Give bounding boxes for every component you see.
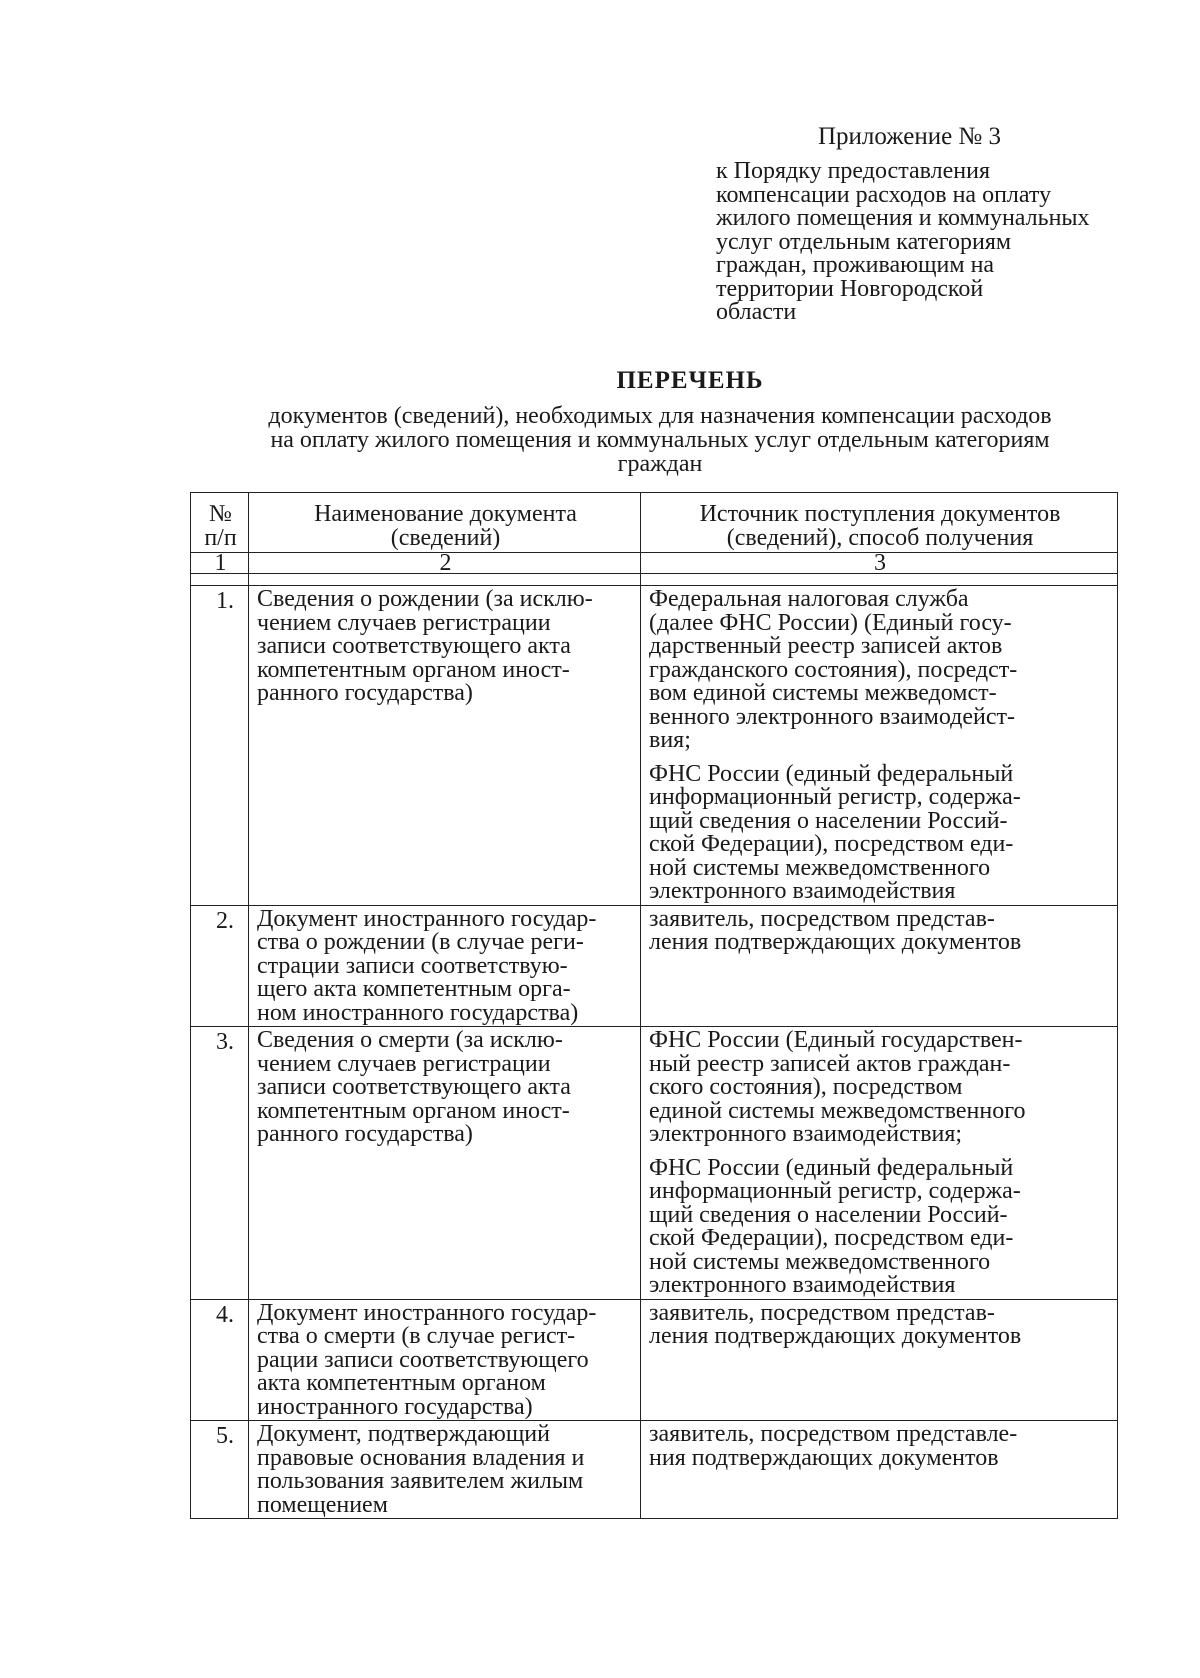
document-name-line: помещением bbox=[257, 1491, 388, 1518]
document-source-cell bbox=[641, 1027, 1118, 1300]
row-number: 1. bbox=[191, 586, 249, 906]
source-line: электронного взаимодействия bbox=[649, 878, 956, 904]
source-line: информационный регистр, содержа- bbox=[649, 1178, 1021, 1204]
row-number: 2. bbox=[191, 905, 249, 1027]
table-header-row bbox=[191, 493, 1118, 553]
source-line: электронного взаимодействия bbox=[649, 1272, 956, 1298]
document-name-line: ранного государства) bbox=[257, 680, 473, 706]
annex-line: граждан, проживающим на bbox=[716, 252, 995, 278]
document-name-line: рации записи соответствующего bbox=[257, 1346, 589, 1373]
table-body bbox=[191, 586, 1118, 1519]
document-name-line: компетентным органом иност- bbox=[257, 1097, 570, 1124]
row-number: 5. bbox=[191, 1421, 249, 1519]
subtitle-line: на оплату жилого помещения и коммунальных услуг отдельным категориям bbox=[270, 427, 1050, 453]
table-row bbox=[191, 586, 1118, 906]
source-line: ной системы межведомственного bbox=[649, 854, 991, 881]
source-paragraph bbox=[649, 1154, 1111, 1298]
subtitle-line: документов (сведений), необходимых для назначения компенсации расходов bbox=[268, 403, 1052, 429]
document-name-line: пользования заявителем жилым bbox=[257, 1468, 584, 1494]
source-line: заявитель, посредством представле- bbox=[649, 1421, 1018, 1447]
document-name-cell bbox=[249, 1299, 641, 1421]
source-line: электронного взаимодействия; bbox=[649, 1121, 963, 1147]
source-paragraph bbox=[649, 588, 1111, 753]
source-line: (далее ФНС России) (Единый госу- bbox=[649, 609, 1012, 636]
document-name-line: страции записи соответствую- bbox=[257, 952, 568, 979]
source-line: щий сведения о населении Россий- bbox=[649, 807, 1008, 834]
document-name-line: Документ, подтверждающий bbox=[257, 1421, 550, 1447]
source-line: вия; bbox=[649, 727, 691, 753]
document-title: ПЕРЕЧЕНЬ bbox=[616, 367, 764, 394]
source-line: ной системы межведомственного bbox=[649, 1248, 991, 1275]
source-line: гражданского состояния), посредст- bbox=[649, 656, 1018, 683]
source-line: ления подтверждающих документов bbox=[649, 929, 1022, 955]
header-name bbox=[249, 493, 641, 553]
document-name-line: компетентным органом иност- bbox=[257, 656, 570, 683]
subtitle-line: граждан bbox=[617, 451, 703, 477]
annex-line: компенсации расходов на оплату bbox=[716, 181, 1052, 208]
column-number: 1 bbox=[191, 553, 249, 574]
document-name-line: акта компетентным органом bbox=[257, 1370, 546, 1396]
annex-line: к Порядку предоставления bbox=[716, 158, 991, 184]
source-line: заявитель, посредством представ- bbox=[649, 1299, 995, 1326]
source-line: щий сведения о населении Россий- bbox=[649, 1201, 1008, 1228]
header-line: (сведений) bbox=[390, 524, 501, 551]
table-row bbox=[191, 1421, 1118, 1519]
column-number: 2 bbox=[249, 553, 641, 574]
source-line: Федеральная налоговая служба bbox=[649, 586, 969, 612]
source-line: венного электронного взаимодейст- bbox=[649, 703, 1015, 730]
annex-line: жилого помещения и коммунальных bbox=[716, 205, 1090, 231]
source-line: ФНС России (единый федеральный bbox=[649, 760, 1014, 787]
row-number: 3. bbox=[191, 1027, 249, 1300]
header-line: п/п bbox=[204, 524, 237, 551]
document-name-line: ства о смерти (в случае регист- bbox=[257, 1323, 576, 1349]
document-source-cell bbox=[641, 905, 1118, 1027]
header-line: Источник поступления документов bbox=[699, 501, 1061, 527]
source-paragraph bbox=[649, 1299, 1111, 1349]
source-line: ления подтверждающих документов bbox=[649, 1323, 1022, 1349]
document-name-line: Сведения о рождении (за исклю- bbox=[257, 586, 593, 612]
header-line: Наименование документа bbox=[314, 501, 577, 527]
document-name-line: Документ иностранного государ- bbox=[257, 1299, 597, 1326]
document-name-cell bbox=[249, 905, 641, 1027]
table-row bbox=[191, 1299, 1118, 1421]
source-line: единой системы межведомственного bbox=[649, 1097, 1026, 1124]
source-line: дарственный реестр записей актов bbox=[649, 633, 1003, 659]
row-number: 4. bbox=[191, 1299, 249, 1421]
document-name-line: правовые основания владения и bbox=[257, 1444, 585, 1471]
source-line: ского состояния), посредством bbox=[649, 1074, 963, 1100]
header-line: (сведений), способ получения bbox=[726, 524, 1034, 551]
source-paragraph bbox=[649, 905, 1111, 955]
source-paragraph bbox=[649, 760, 1111, 904]
source-paragraph bbox=[649, 1423, 1111, 1470]
document-name-line: чением случаев регистрации bbox=[257, 609, 551, 636]
documents-table bbox=[190, 492, 1118, 1519]
document-name-cell bbox=[249, 1421, 641, 1519]
document-name-line: Сведения о смерти (за исклю- bbox=[257, 1027, 563, 1053]
document-source-cell bbox=[641, 586, 1118, 906]
column-number-row bbox=[191, 553, 1118, 574]
annex-label: Приложение № 3 bbox=[818, 123, 1002, 150]
document-name-line: записи соответствующего акта bbox=[257, 633, 571, 659]
document-name-line: ства о рождении (в случае реги- bbox=[257, 929, 584, 955]
header-num bbox=[191, 493, 249, 553]
spacer-row bbox=[191, 574, 1118, 586]
document-name-line: ранного государства) bbox=[257, 1121, 473, 1147]
document-name-line: Документ иностранного государ- bbox=[257, 905, 597, 932]
document-source-cell bbox=[641, 1299, 1118, 1421]
header-source bbox=[641, 493, 1118, 553]
column-number: 3 bbox=[641, 553, 1118, 574]
source-line: заявитель, посредством представ- bbox=[649, 905, 995, 932]
source-line: информационный регистр, содержа- bbox=[649, 784, 1021, 810]
annex-line: услуг отдельным категориям bbox=[716, 228, 1012, 255]
document-name-line: чением случаев регистрации bbox=[257, 1050, 551, 1077]
source-line: вом единой системы межведомст- bbox=[649, 680, 997, 706]
document-name-line: записи соответствующего акта bbox=[257, 1074, 571, 1100]
document-name-cell bbox=[249, 586, 641, 906]
header-line: № bbox=[209, 501, 232, 527]
annex-reference bbox=[716, 160, 1136, 325]
source-line: ФНС России (Единый государствен- bbox=[649, 1027, 1023, 1053]
source-line: ской Федерации), посредством еди- bbox=[649, 1225, 1014, 1251]
document-name-line: щего акта компетентным орга- bbox=[257, 976, 571, 1002]
document-subtitle bbox=[190, 404, 1130, 476]
document-source-cell bbox=[641, 1421, 1118, 1519]
table-row bbox=[191, 905, 1118, 1027]
table-row bbox=[191, 1027, 1118, 1300]
annex-line: области bbox=[716, 299, 797, 325]
source-line: ФНС России (единый федеральный bbox=[649, 1154, 1014, 1181]
document-name-line: ном иностранного государства) bbox=[257, 999, 579, 1026]
source-line: ный реестр записей актов граждан- bbox=[649, 1050, 1011, 1077]
source-paragraph bbox=[649, 1029, 1111, 1147]
annex-line: территории Новгородской bbox=[716, 275, 984, 302]
source-line: ской Федерации), посредством еди- bbox=[649, 831, 1014, 857]
source-line: ния подтверждающих документов bbox=[649, 1444, 999, 1471]
document-name-cell bbox=[249, 1027, 641, 1300]
document-name-line: иностранного государства) bbox=[257, 1393, 533, 1420]
